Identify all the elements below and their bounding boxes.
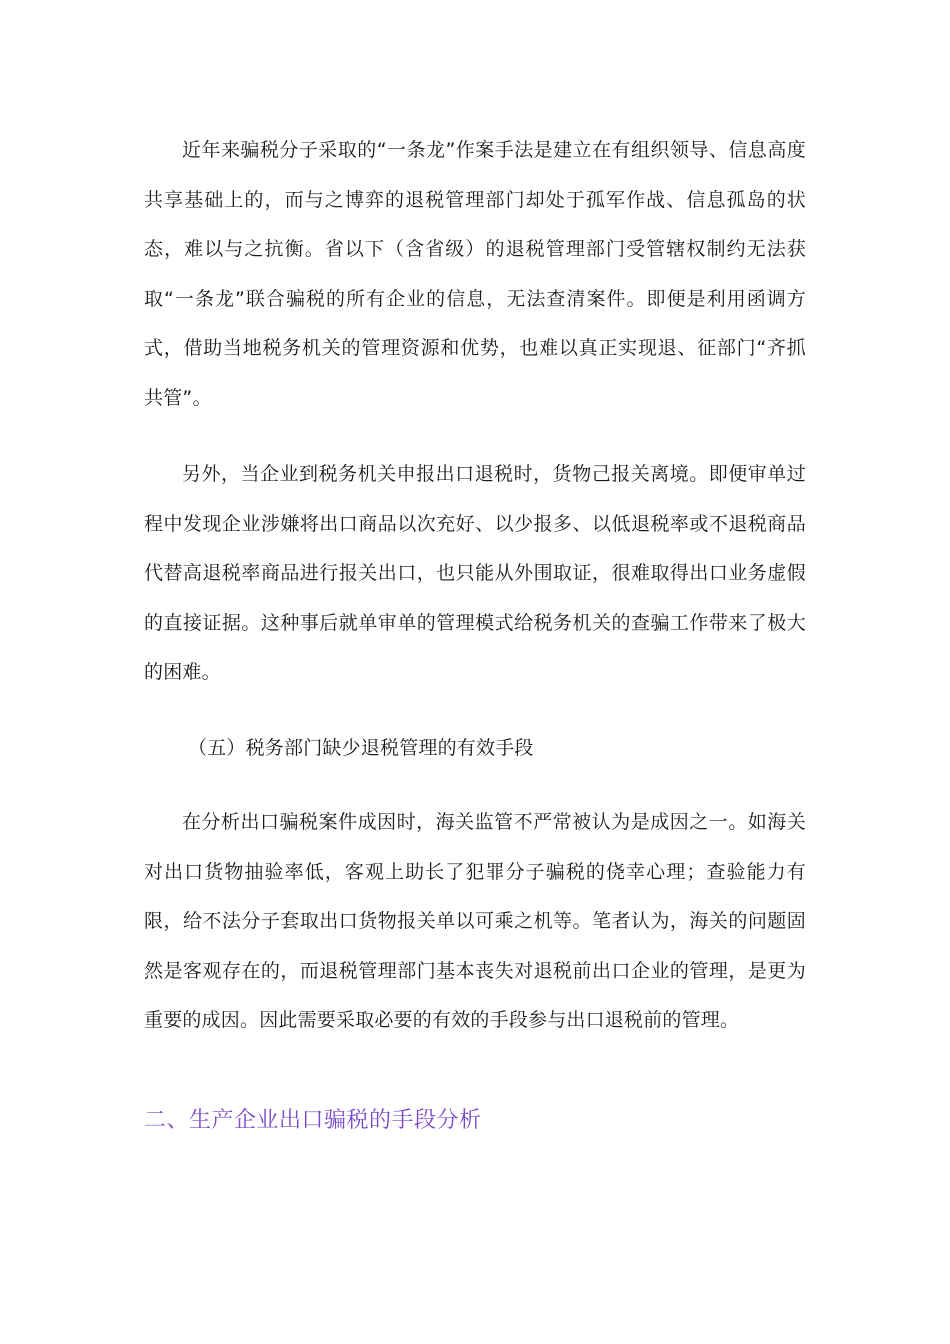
section-title: 二、生产企业出口骗税的手段分析 <box>144 1108 482 1133</box>
body-paragraph: 在分析出口骗税案件成因时，海关监管不严常被认为是成因之一。如海关对出口货物抽验率低，客观上助长了犯罪分子骗税的侥幸心理；查验能力有限，给不法分子套取出口货物报关单以可乘之机等。笔者认为，海关的问题固然是客观存在的，而退税管理部门基本丧失对退税前出口企业的管理，是更为重要的成因。因此需要采取必要的有效的手段参与出口退税前的管理。 <box>144 811 806 1031</box>
body-paragraph: 近年来骗税分子采取的“一条龙”作案手法是建立在有组织领导、信息高度共享基础上的，而与之博弈的退税管理部门却处于孤军作战、信息孤岛的状态，难以与之抗衡。省以下（含省级）的退税管理部门受管辖权制约无法获取“一条龙”联合骗税的所有企业的信息，无法查清案件。即便是利用函调方式，借助当地税务机关的管理资源和优势，也难以真正实现退、征部门“齐抓共管”。 <box>144 139 806 409</box>
body-paragraph: 另外，当企业到税务机关申报出口退税时，货物己报关离境。即便审单过程中发现企业涉嫌将出口商品以次充好、以少报多、以低退税率或不退税商品代替高退税率商品进行报关出口，也只能从外围取证，很难取得出口业务虚假的直接证据。这种事后就单审单的管理模式给税务机关的查骗工作带来了极大的困难。 <box>144 463 806 683</box>
subsection-heading: （五）税务部门缺少退税管理的有效手段 <box>188 737 534 759</box>
